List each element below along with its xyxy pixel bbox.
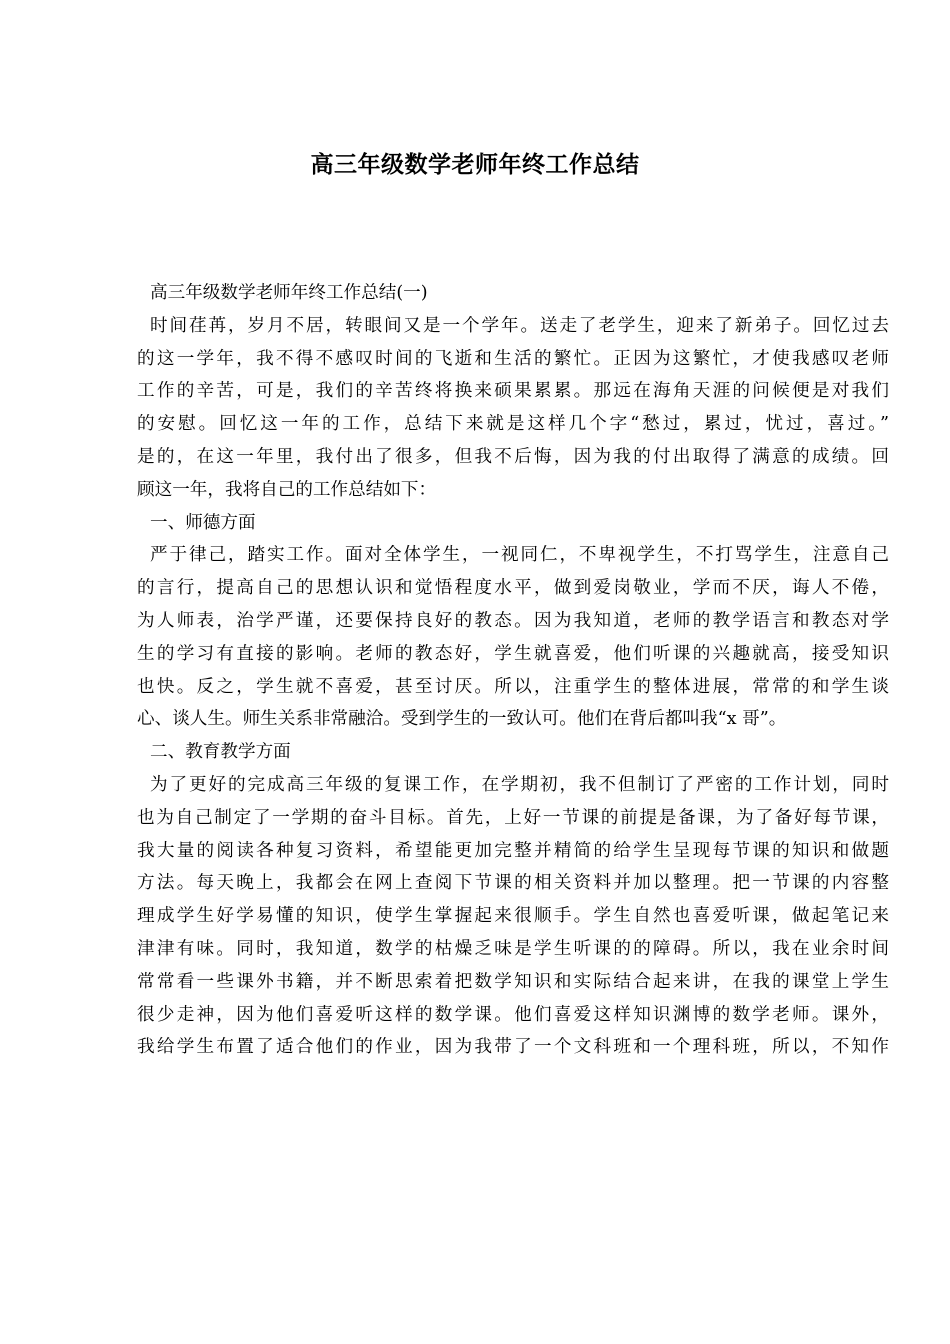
- paragraph-line: 为人师表，治学严谨，还要保持良好的教态。因为我知道，老师的教学语言和教态对学: [137, 610, 889, 631]
- paragraph-line: 的这一学年，我不得不感叹时间的飞逝和生活的繁忙。正因为这繁忙，才使我感叹老师: [137, 348, 889, 369]
- paragraph-line: 的安慰。回忆这一年的工作，总结下来就是这样几个字“愁过，累过，忧过，喜过。”: [137, 414, 889, 435]
- paragraph-line: 常常看一些课外书籍，并不断思索着把数学知识和实际结合起来讲，在我的课堂上学生: [137, 971, 889, 992]
- paragraph-line: 很少走神，因为他们喜爱听这样的数学课。他们喜爱这样知识渊博的数学老师。课外，: [137, 1004, 889, 1025]
- document-title: 高三年级数学老师年终工作总结: [310, 152, 640, 178]
- paragraph-line: 为了更好的完成高三年级的复课工作，在学期初，我不但制订了严密的工作计划，同时: [150, 774, 889, 795]
- paragraph-line: 也快。反之，学生就不喜爱，甚至讨厌。所以，注重学生的整体进展，常常的和学生谈: [137, 676, 889, 697]
- paragraph-line: 我大量的阅读各种复习资料，希望能更加完整并精简的给学生呈现每节课的知识和做题: [137, 840, 889, 861]
- paragraph-line: 我给学生布置了适合他们的作业，因为我带了一个文科班和一个理科班，所以，不知作: [137, 1037, 889, 1058]
- paragraph-line: 心、谈人生。师生关系非常融洽。受到学生的一致认可。他们在背后都叫我“x 哥”。: [137, 709, 787, 730]
- section-heading-teaching: 二、教育教学方面: [150, 742, 291, 763]
- paragraph-line: 顾这一年，我将自己的工作总结如下：: [137, 479, 437, 500]
- section-heading-one: 高三年级数学老师年终工作总结(一): [150, 283, 428, 303]
- paragraph-line: 理成学生好学易懂的知识，使学生掌握起来很顺手。学生自然也喜爱听课，做起笔记来: [137, 906, 889, 927]
- paragraph-line: 工作的辛苦，可是，我们的辛苦终将换来硕果累累。那远在海角天涯的问候便是对我们: [137, 381, 889, 402]
- section-heading-ethics: 一、师德方面: [150, 512, 256, 533]
- paragraph-line: 时间荏苒，岁月不居，转眼间又是一个学年。送走了老学生，迎来了新弟子。回忆过去: [150, 315, 889, 336]
- paragraph-line: 的言行，提高自己的思想认识和觉悟程度水平，做到爱岗敬业，学而不厌，诲人不倦，: [137, 578, 889, 599]
- paragraph-line: 是的，在这一年里，我付出了很多，但我不后悔，因为我的付出取得了满意的成绩。回: [137, 446, 889, 467]
- paragraph-line: 方法。每天晚上，我都会在网上查阅下节课的相关资料并加以整理。把一节课的内容整: [137, 873, 889, 894]
- paragraph-line: 生的学习有直接的影响。老师的教态好，学生就喜爱，他们听课的兴趣就高，接受知识: [137, 643, 889, 664]
- paragraph-line: 津津有味。同时，我知道，数学的枯燥乏味是学生听课的的障碍。所以，我在业余时间: [137, 938, 889, 959]
- paragraph-line: 也为自己制定了一学期的奋斗目标。首先，上好一节课的前提是备课，为了备好每节课，: [137, 807, 889, 828]
- document-body: [137, 277, 889, 1064]
- paragraph-line: 严于律己，踏实工作。面对全体学生，一视同仁，不卑视学生，不打骂学生，注意自己: [150, 545, 889, 566]
